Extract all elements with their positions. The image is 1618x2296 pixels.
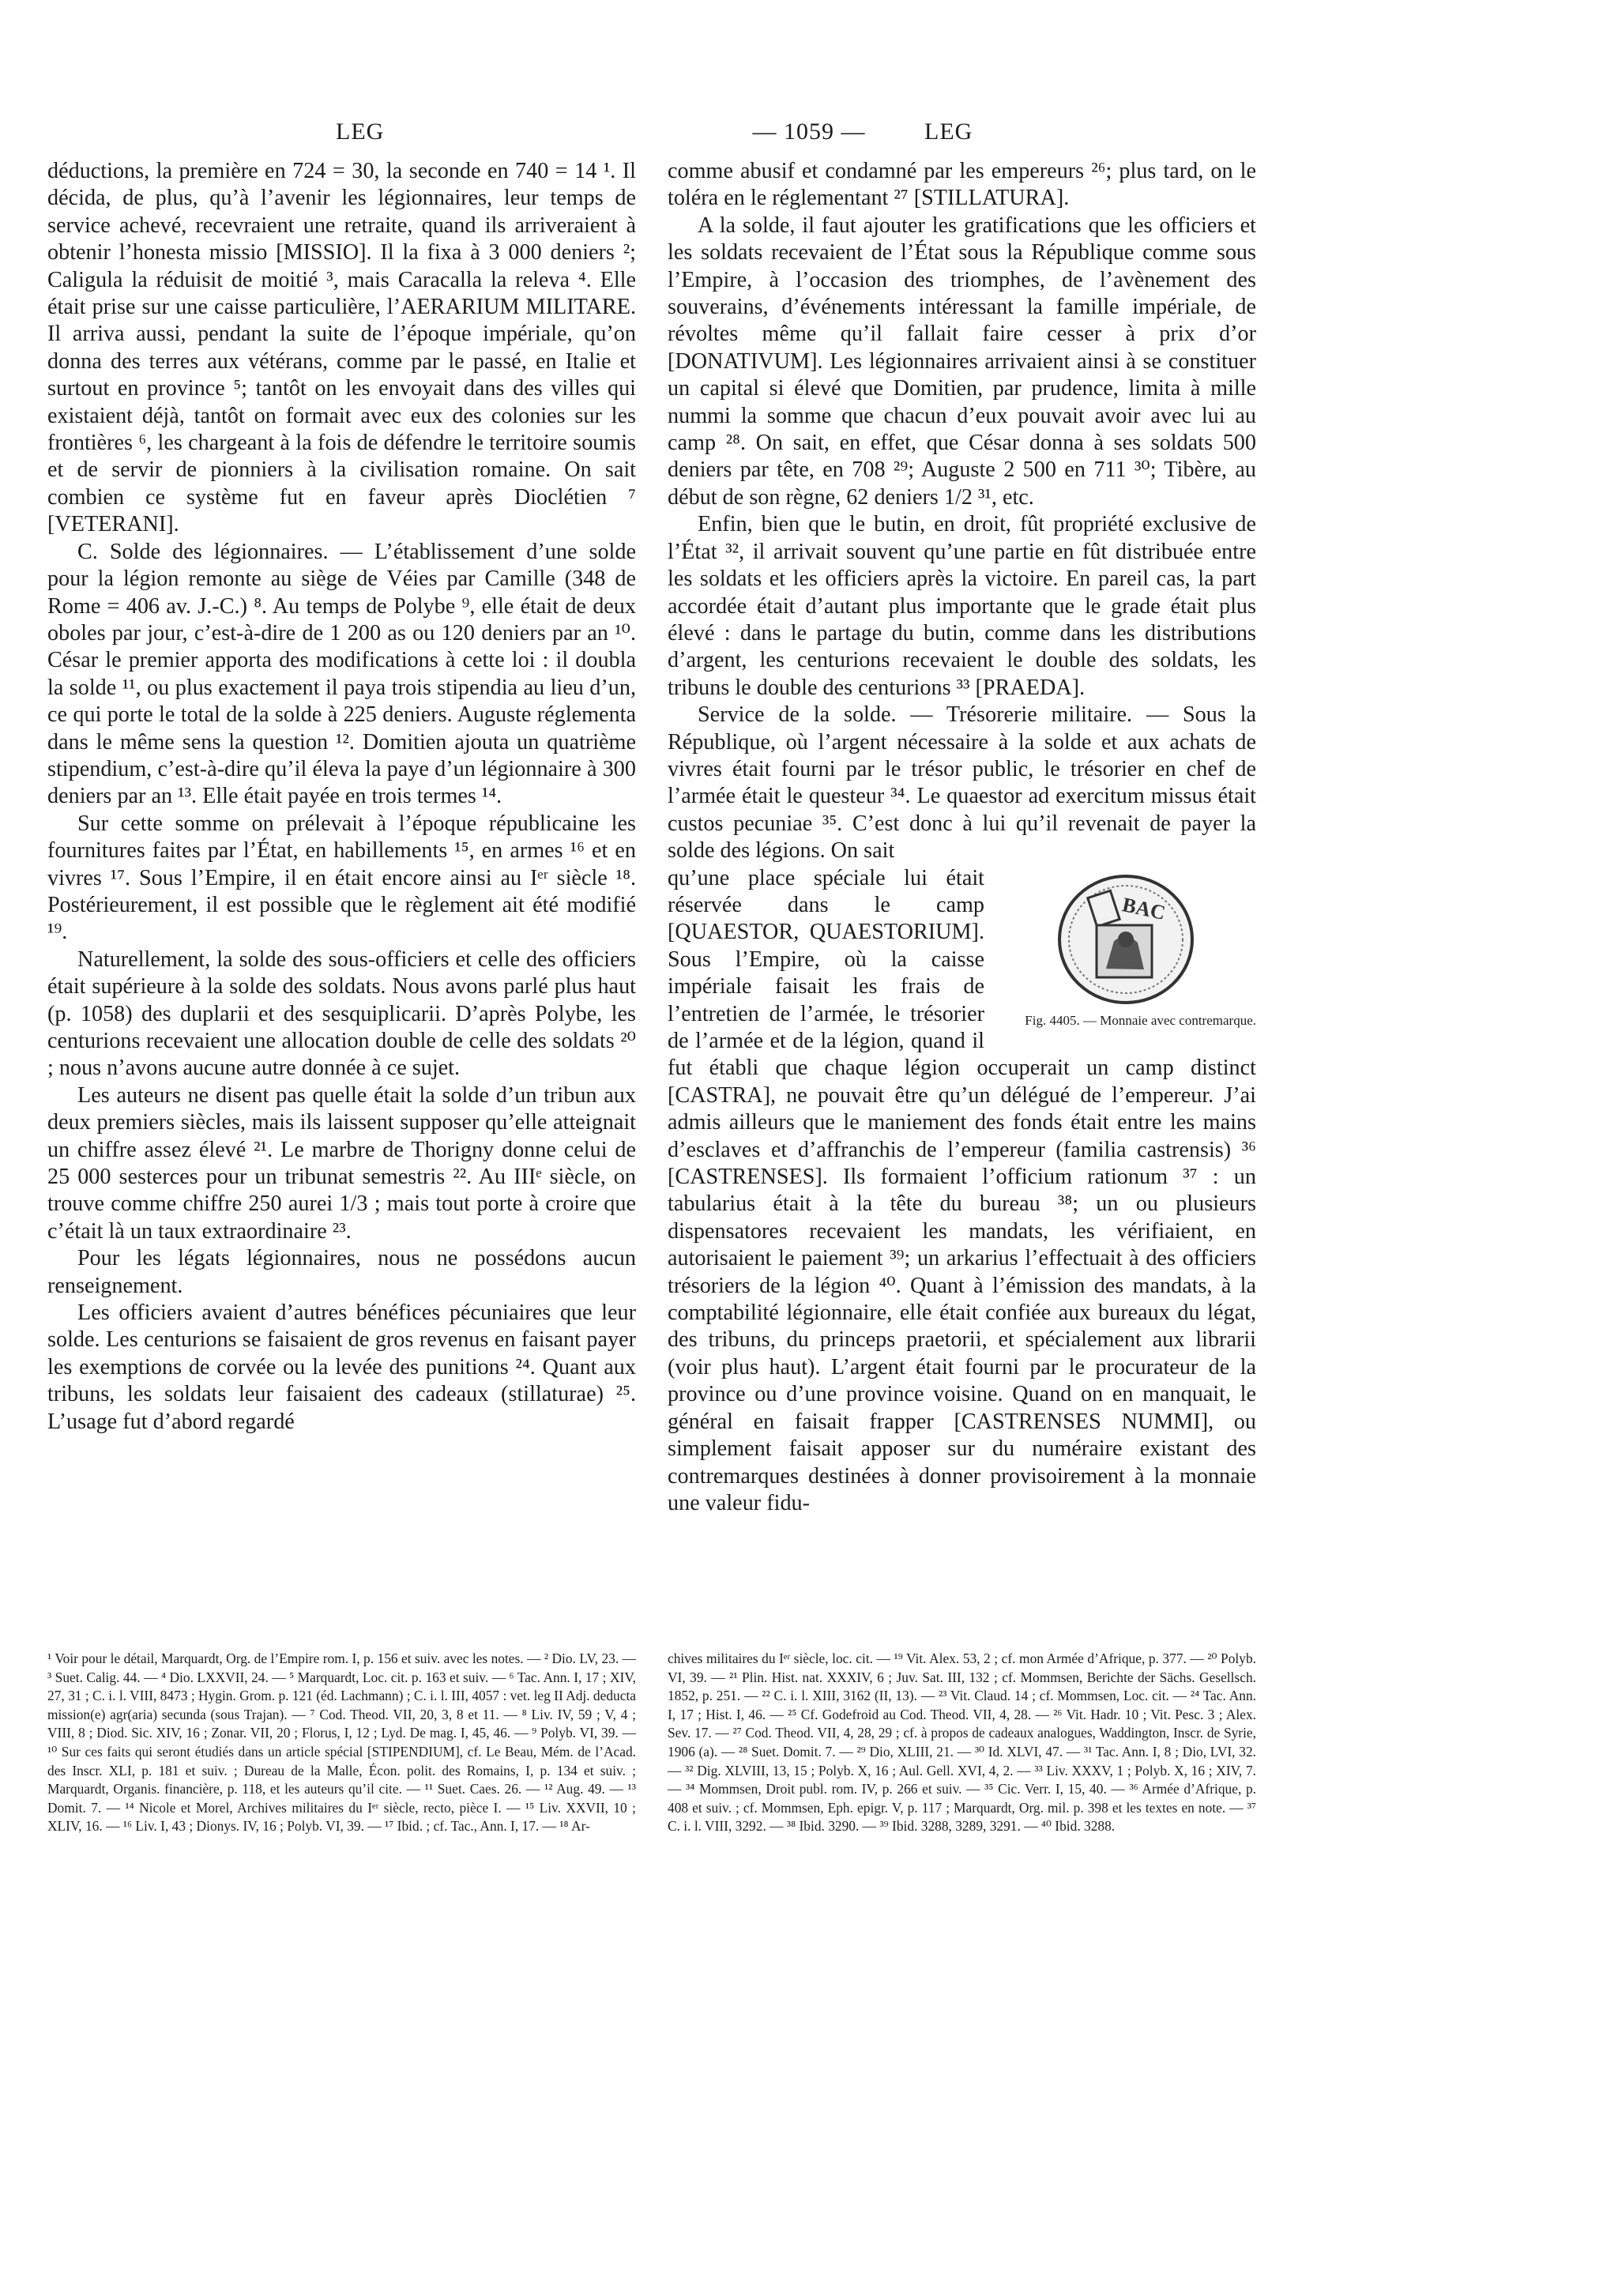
footnotes-left <box>47 1650 636 1836</box>
paragraph: Sur cette somme on prélevait à l’époque républicaine les fournitures faites par l’État, en habillements ¹⁵, en armes ¹⁶ et en vivres ¹⁷. Sous l’Empire, il en était encore ainsi au Iᵉʳ siècle ¹⁸. Postérieurement, il est possible que le règlement ait été modifié ¹⁹. <box>47 811 636 945</box>
coin-image <box>1051 870 1201 1012</box>
paragraph: A la solde, il faut ajouter les gratifications que les officiers et les soldats recevaient de l’État sous la République comme sous l’Empire, à l’occasion des triomphes, de l’avènement des souverains, d’événements intéressant la famille impériale, de révoltes même qu’il fallait faire cesser à prix d’or [DONATIVUM]. Les légionnaires arrivaient ainsi à se constituer un capital si élevé que Domitien, par prudence, limita à mille nummi la somme que chacun d’eux pouvait avoir avec lui au camp ²⁸. On sait, en effet, que César donna à ses soldats 500 deniers par tête, en 708 ²⁹; Auguste 2 500 en 711 ³⁰; Tibère, au début de son règne, 62 deniers 1/2 ³¹, etc. <box>668 213 1256 510</box>
figure-caption: Fig. 4405. — Monnaie avec contremarque. <box>1025 1012 1256 1028</box>
header-right: LEG <box>924 119 973 145</box>
paragraph: qu’une place spéciale lui était réservée dans le camp [QUAESTOR, QUAESTORIUM]. Sous l’Empire, où la caisse impériale faisait les frais de l’entretien de l’armée, le trésorier de l’armée et de la légion, quand il fut établi que chaque légion occuperait un camp distinct [CASTRA], ne pouvait être qu’un délégué de l’empereur. J’ai admis ailleurs que le maniement des fonds était entre les mains d’esclaves et d’affranchis de l’empereur (familia castrensis) ³⁶ [CASTRENSES]. Ils formaient l’officium rationum ³⁷ : un tabularius était à la tête du bureau ³⁸; un ou plusieurs dispensatores recevaient les mandats, les vérifiaient, en autorisaient le paiement ³⁹; un arkarius l’effectuait à des officiers trésoriers de la légion ⁴⁰. Quant à l’émission des mandats, à la comptabilité légionnaire, elle était confiée aux bureaux du légat, des tribuns, du princeps praetorii, et spécialement aux librarii (voir plus haut). L’argent était fourni par le procurateur de la province ou d’une province voisine. Quand on en manquait, le général en faisait frapper [CASTRENSES NUMMI], ou simplement faisait apposer sur du numéraire existant des contremarques destinées à donner provisoirement à la monnaie une valeur fidu- <box>668 865 1256 1515</box>
right-column <box>668 158 1256 1517</box>
paragraph: Les auteurs ne disent pas quelle était la solde d’un tribun aux deux premiers siècles, mais ils laissent supposer qu’elle atteignait un chiffre assez élevé ²¹. Le marbre de Thorigny donne celui de 25 000 sesterces pour un tribunat semestris ²². Au IIIᵉ siècle, on trouve comme chiffre 250 aurei 1/3 ; mais tout porte à croire que c’était là un taux extraordinaire ²³. <box>47 1082 636 1244</box>
footnote-text: ¹ Voir pour le détail, Marquardt, Org. de l’Empire rom. I, p. 156 et suiv. avec les notes. — ² Dio. LV, 23. — ³ Suet. Calig. 44. — ⁴ Dio. LXXVII, 24. — ⁵ Marquardt, Loc. cit. p. 163 et suiv. — ⁶ Tac. Ann. I, 17 ; XIV, 27, 31 ; C. i. l. VIII, 8473 ; Hygin. Grom. p. 121 (éd. Lachmann) ; C. i. l. III, 4057 : vet. leg II Adj. deducta mission(e) agr(aria) secunda (sous Trajan). — ⁷ Cod. Theod. VII, 20, 3, 8 et 11. — ⁸ Liv. IV, 59 ; V, 4 ; VIII, 8 ; Diod. Sic. XIV, 16 ; Zonar. VII, 20 ; Florus, I, 12 ; Lyd. De mag. I, 45, 46. — ⁹ Polyb. VI, 39. — ¹⁰ Sur ces faits qui seront étudiés dans un article spécial [STIPENDIUM], cf. Le Beau, Mém. de l’Acad. des Inscr. XLI, p. 181 et suiv. ; Dureau de la Malle, Écon. polit. des Romains, I, p. 134 et suiv. ; Marquardt, Organis. financière, p. 118, et les auteurs qu’il cite. — ¹¹ Suet. Caes. 26. — ¹² Aug. 49. — ¹³ Domit. 7. — ¹⁴ Nicole et Morel, Archives militaires du Iᵉʳ siècle, recto, pièce I. — ¹⁵ Liv. XXVII, 10 ; XLIV, 16. — ¹⁶ Liv. I, 43 ; Dionys. IV, 16 ; Polyb. VI, 39. — ¹⁷ Ibid. ; cf. Tac., Ann. I, 17. — ¹⁸ Ar- <box>47 1650 636 1835</box>
paragraph: déductions, la première en 724 = 30, la seconde en 740 = 14 ¹. Il décida, de plus, qu’à l’avenir les légionnaires, leur temps de service achevé, recevraient une retraite, quand ils arriveraient à obtenir l’honesta missio [MISSIO]. Il la fixa à 3 000 deniers ²; Caligula la réduisit de moitié ³, mais Caracalla la releva ⁴. Elle était prise sur une caisse particulière, l’AERARIUM MILITARE. Il arriva aussi, pendant la suite de l’époque impériale, qu’on donna des terres aux vétérans, comme par le passé, en Italie et surtout en province ⁵; tantôt on les envoyait dans des villes qui existaient déjà, tantôt on formait avec eux des colonies sur les frontières ⁶, les chargeant à la fois de défendre le territoire soumis et de servir de pionniers à la civilisation romaine. On sait combien ce système fut en faveur après Dioclétien ⁷ [VETERANI]. <box>47 159 636 537</box>
coin-lettering: BAC <box>1119 892 1168 924</box>
paragraph: C. Solde des légionnaires. — L’établissement d’une solde pour la légion remonte au siège de Véies par Camille (348 de Rome = 406 av. J.-C.) ⁸. Au temps de Polybe ⁹, elle était de deux oboles par jour, c’est-à-dire de 1 200 as ou 120 deniers par an ¹⁰. César le premier apporta des modifications à cette loi : il doubla la solde ¹¹, ou plus exactement il paya trois stipendia au lieu d’un, ce qui porte le total de la solde à 225 deniers. Auguste réglementa dans le même sens la question ¹². Domitien ajouta un quatrième stipendium, c’est-à-dire qu’il éleva la paye d’un légionnaire à 300 deniers par an ¹³. Elle était payée en trois termes ¹⁴. <box>47 539 636 809</box>
left-column <box>47 158 636 1436</box>
paragraph: comme abusif et condamné par les empereurs ²⁶; plus tard, on le toléra en le réglementant ²⁷ [STILLATURA]. <box>668 159 1256 211</box>
footnotes-right <box>668 1650 1256 1836</box>
footnote-text: chives militaires du Iᵉʳ siècle, loc. cit. — ¹⁹ Vit. Alex. 53, 2 ; cf. mon Armée d’Afrique, p. 377. — ²⁰ Polyb. VI, 39. — ²¹ Plin. Hist. nat. XXXIV, 6 ; Juv. Sat. III, 132 ; cf. Mommsen, Berichte der Sächs. Gesellsch. 1852, p. 251. — ²² C. i. l. XIII, 3162 (II, 13). — ²³ Vit. Claud. 14 ; cf. Mommsen, Loc. cit. — ²⁴ Tac. Ann. I, 17 ; Hist. I, 46. — ²⁵ Cf. Godefroid au Cod. Theod. VII, 4, 28. — ²⁶ Vit. Hadr. 10 ; Vit. Pesc. 3 ; Alex. Sev. 17. — ²⁷ Cod. Theod. VII, 4, 28, 29 ; cf. à propos de cadeaux analogues, Waddington, Inscr. de Syrie, 1906 (a). — ²⁸ Suet. Domit. 7. — ²⁹ Dio, XLIII, 21. — ³⁰ Id. XLVI, 47. — ³¹ Tac. Ann. I, 8 ; Dio, LVI, 32. — ³² Dig. XLVIII, 13, 15 ; Polyb. X, 16 ; Aul. Gell. XVI, 4, 2. — ³³ Liv. XXXV, 1 ; Polyb. X, 16 ; XIV, 7. — ³⁴ Mommsen, Droit publ. rom. IV, p. 266 et suiv. — ³⁵ Cic. Verr. I, 15, 40. — ³⁶ Armée d’Afrique, p. 408 et suiv. ; cf. Mommsen, Eph. epigr. V, p. 117 ; Marquardt, Org. mil. p. 398 et les textes en note. — ³⁷ C. i. l. VIII, 3292. — ³⁸ Ibid. 3290. — ³⁹ Ibid. 3288, 3289, 3291. — ⁴⁰ Ibid. 3288. <box>668 1650 1256 1835</box>
header-left: LEG <box>336 119 385 145</box>
paragraph: Les officiers avaient d’autres bénéfices pécuniaires que leur solde. Les centurions se faisaient de gros revenus en faisant payer les exemptions de corvée ou la levée des punitions ²⁴. Quant aux tribuns, les soldats leur faisaient des cadeaux (stillaturae) ²⁵. L’usage fut d’abord regardé <box>47 1300 636 1434</box>
running-header <box>0 119 1618 150</box>
paragraph: Naturellement, la solde des sous-officiers et celle des officiers était supérieure à la solde des soldats. Nous avons parlé plus haut (p. 1058) des duplarii et des sesquiplicarii. D’après Polybe, les centurions recevaient une allocation double de celle des soldats ²⁰ ; nous n’avons aucune autre donnée à ce sujet. <box>47 947 636 1081</box>
paragraph: Enfin, bien que le butin, en droit, fût propriété exclusive de l’État ³², il arrivait souvent qu’une partie en fût distribuée entre les soldats et les officiers après la victoire. En pareil cas, la part accordée était d’autant plus importante que le grade était plus élevé : dans le partage du butin, comme dans les distributions d’argent, les centurions recevaient le double des soldats, les tribuns le double des centurions ³³ [PRAEDA]. <box>668 512 1256 700</box>
figure-4405 <box>995 870 1256 1029</box>
page-number: — 1059 — <box>752 119 866 145</box>
paragraph: Pour les légats légionnaires, nous ne possédons aucun renseignement. <box>47 1246 636 1298</box>
paragraph: Service de la solde. — Trésorerie militaire. — Sous la République, où l’argent nécessaire à la solde et aux achats de vivres était fourni par le trésor public, le trésorier en chef de l’armée était le questeur ³⁴. Le quaestor ad exercitum missus était custos pecuniae ³⁵. C’est donc à lui qu’il revenait de payer la solde des légions. On sait <box>668 702 1256 864</box>
